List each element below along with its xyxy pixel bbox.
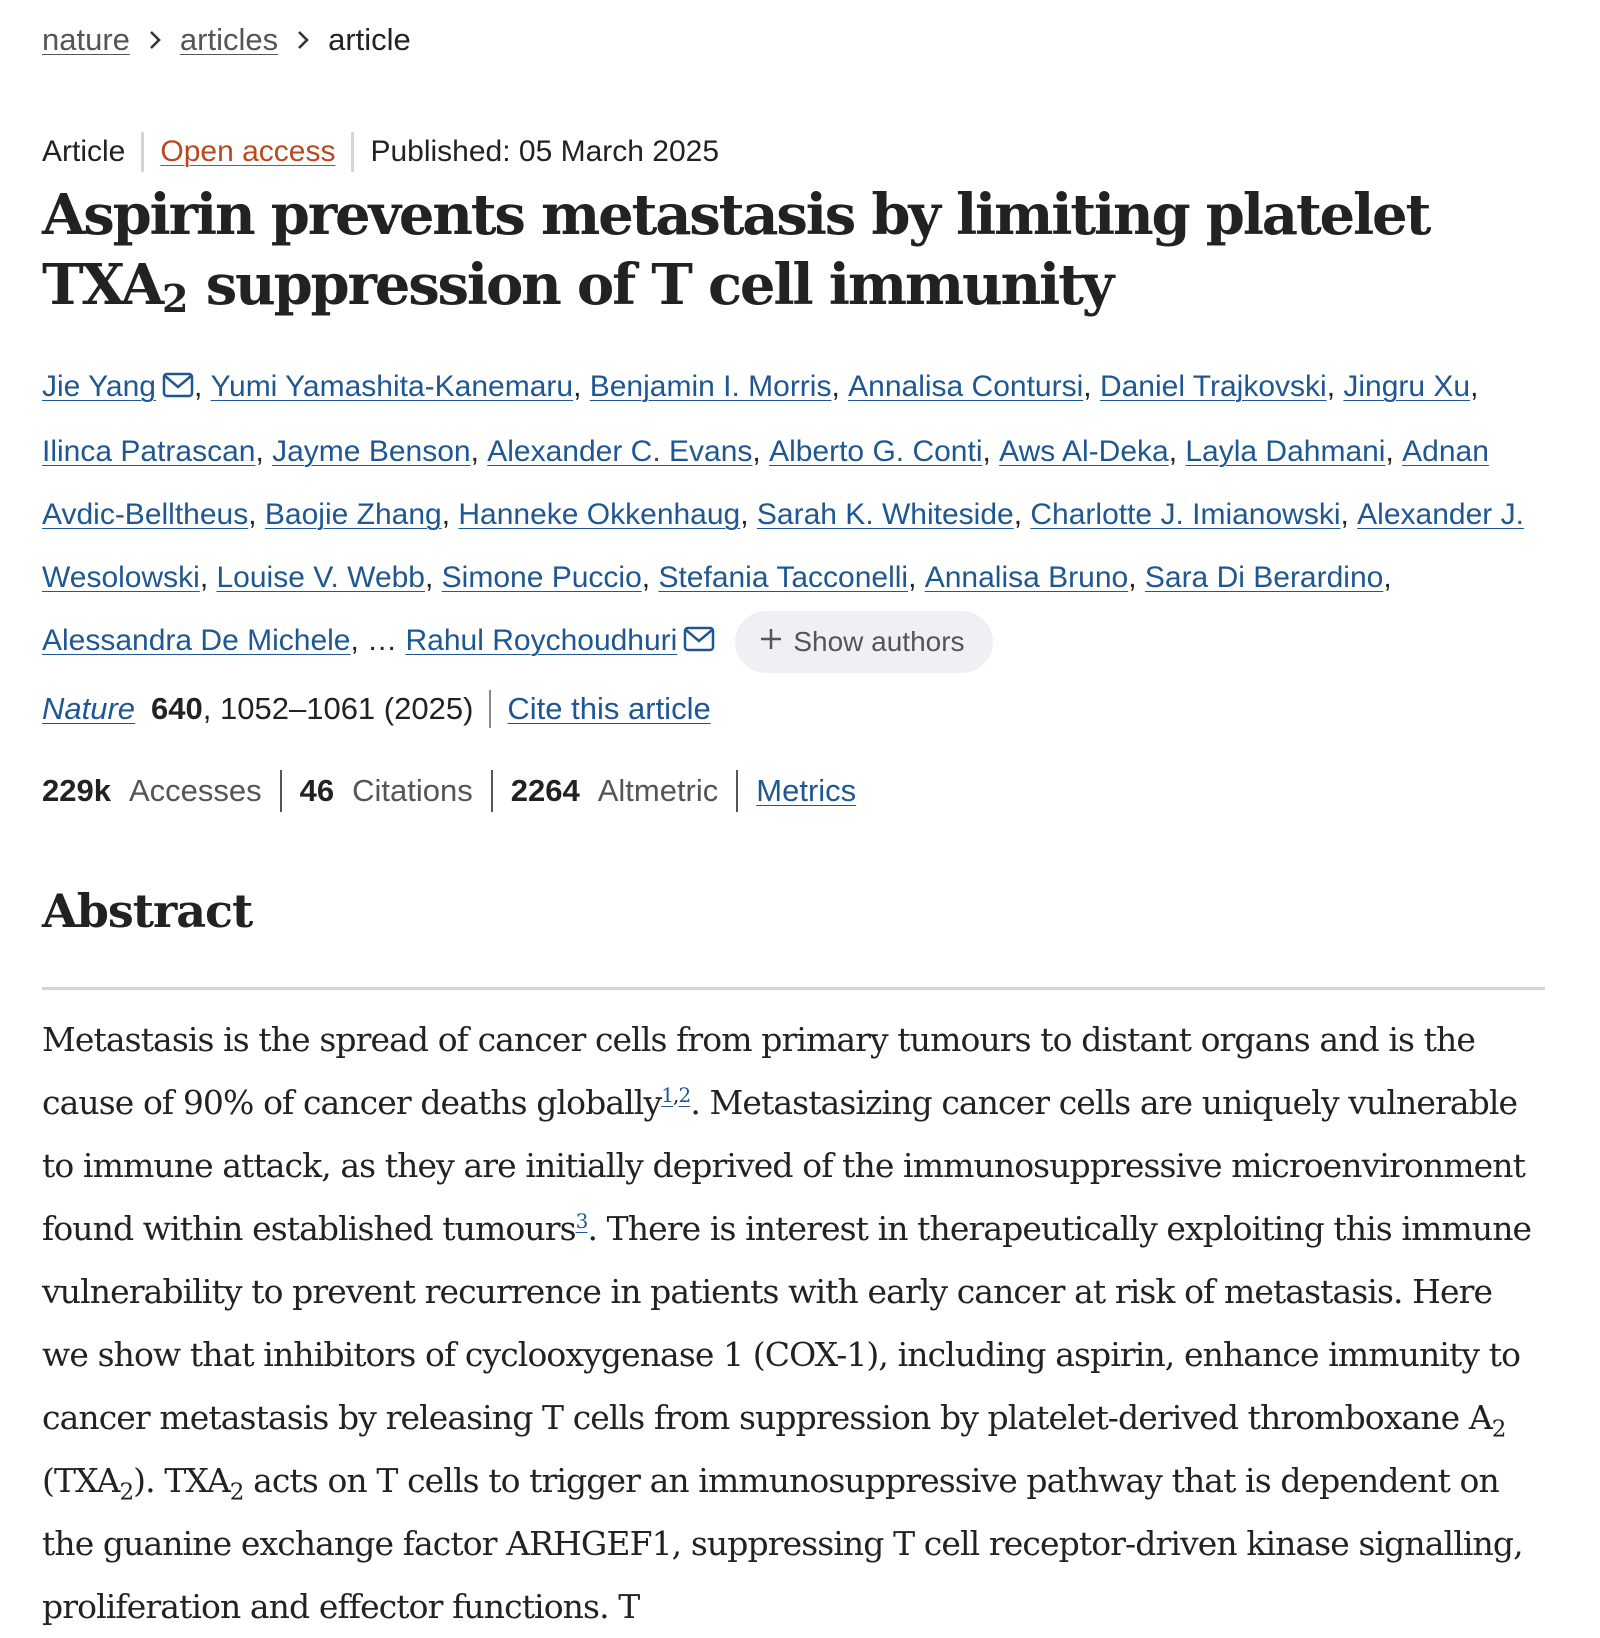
reference-link-2[interactable]: 2 <box>678 1083 691 1107</box>
journal-link[interactable]: Nature <box>42 691 136 726</box>
author-link[interactable]: Yumi Yamashita-Kanemaru <box>210 370 574 403</box>
abstract-text-1: Metastasis is the spread of cancer cells from primary tumours to distant organs and is the cause of 90% of cancer deaths globally <box>42 1020 1475 1122</box>
citations-label: Citations <box>352 773 473 808</box>
abstract-text-5: ). TXA <box>133 1461 230 1500</box>
author-item: Alberto G. Conti, <box>769 435 1000 468</box>
mail-icon[interactable] <box>683 611 715 674</box>
author-link-last[interactable]: Rahul Roychoudhuri <box>405 624 678 657</box>
breadcrumb-link-articles[interactable]: articles <box>179 22 279 57</box>
author-link[interactable]: Alexander J. Wesolowski <box>42 498 1524 594</box>
subscript: 2 <box>119 1479 134 1506</box>
article-meta <box>42 132 719 172</box>
author-item: Louise V. Webb, <box>216 561 442 594</box>
title-text-end: suppression of T cell immunity <box>188 252 1113 318</box>
author-item: Jie Yang , <box>42 370 211 403</box>
author-link[interactable]: Jayme Benson <box>272 435 471 468</box>
author-link[interactable]: Layla Dahmani <box>1185 435 1386 468</box>
reference-group <box>661 1083 690 1107</box>
subscript: 2 <box>229 1479 244 1506</box>
abstract-text <box>42 1008 1547 1638</box>
title-text: Aspirin prevents metastasis by limiting platelet TXA <box>42 182 1430 318</box>
open-access-link[interactable]: Open access <box>160 135 336 168</box>
article-title <box>42 180 1542 320</box>
article-type: Article <box>42 135 126 168</box>
author-item: Simone Puccio, <box>441 561 659 594</box>
author-item: Aws Al-Deka, <box>999 435 1186 468</box>
accesses-label: Accesses <box>128 773 262 808</box>
author-link[interactable]: Daniel Trajkovski <box>1099 370 1327 403</box>
published-date: Published: 05 March 2025 <box>370 135 720 168</box>
author-link[interactable]: Alexander C. Evans <box>487 435 753 468</box>
reference-link-1[interactable]: 1 <box>661 1083 674 1107</box>
altmetric-score: 2264 <box>510 773 580 808</box>
reference-group <box>576 1209 588 1233</box>
author-item: Layla Dahmani, <box>1185 435 1403 468</box>
abstract-text-3: . There is interest in therapeutically exploiting this immune vulnerability to prevent recurrence in patients with early cancer at risk of metastasis. Here we show that inhibitors of cyclooxygenase 1 (COX-1), including aspirin, enhance immunity to cancer metastasis by releasing T cells from suppression by platelet-derived thromboxane A <box>42 1209 1532 1437</box>
abstract-text-6: acts on T cells to trigger an immunosuppressive pathway that is dependent on the guanine exchange factor ARHGEF1, suppressing T cell receptor-driven kinase signalling, proliferation and effector functions. T <box>42 1461 1523 1626</box>
breadcrumb-link-nature[interactable]: nature <box>42 22 130 57</box>
author-item: Sara Di Berardino, <box>1144 561 1392 594</box>
author-link[interactable]: Jingru Xu <box>1343 370 1471 403</box>
journal-volume: 640 <box>151 691 203 726</box>
reference-separator: , <box>673 1083 679 1107</box>
journal-citation <box>42 690 711 728</box>
divider <box>141 132 144 172</box>
abstract-text-4: (TXA <box>42 1461 120 1500</box>
author-item: Alexander J. Wesolowski, <box>42 498 1524 594</box>
author-item: Baojie Zhang, <box>264 498 459 531</box>
author-item: Adnan Avdic-Belltheus, <box>42 435 1489 531</box>
altmetric-label: Altmetric <box>597 773 719 808</box>
author-link[interactable]: Annalisa Contursi <box>848 370 1084 403</box>
divider <box>736 770 738 812</box>
author-item: Benjamin I. Morris, <box>589 370 849 403</box>
author-item: Ilinca Patrascan, <box>42 435 273 468</box>
title-subscript: 2 <box>161 276 189 321</box>
plus-icon <box>759 626 783 658</box>
author-link[interactable]: Baojie Zhang <box>264 498 442 531</box>
author-item: Jingru Xu, <box>1343 370 1479 403</box>
author-link[interactable]: Hanneke Okkenhaug <box>458 498 741 531</box>
abstract-heading: Abstract <box>42 884 253 938</box>
subscript: 2 <box>1491 1416 1506 1443</box>
author-link[interactable]: Adnan Avdic-Belltheus <box>42 435 1489 531</box>
abstract-text-2: . Metastasizing cancer cells are uniquely vulnerable to immune attack, as they are initially deprived of the immunosuppressive microenvironment found within established tumours <box>42 1083 1525 1248</box>
author-link[interactable]: Simone Puccio <box>441 561 642 594</box>
author-list <box>42 355 1542 674</box>
author-link[interactable]: Charlotte J. Imianowski <box>1030 498 1341 531</box>
cite-this-article-link[interactable]: Cite this article <box>507 691 711 726</box>
author-item: Yumi Yamashita-Kanemaru, <box>210 370 590 403</box>
article-metrics <box>42 770 856 812</box>
author-item: Annalisa Contursi, <box>848 370 1100 403</box>
author-item: Hanneke Okkenhaug, <box>458 498 757 531</box>
author-link[interactable]: Ilinca Patrascan <box>42 435 256 468</box>
author-link[interactable]: Sarah K. Whiteside <box>756 498 1014 531</box>
author-item: Charlotte J. Imianowski, <box>1030 498 1358 531</box>
author-link[interactable]: Louise V. Webb <box>216 561 425 594</box>
author-link[interactable]: Benjamin I. Morris <box>589 370 832 403</box>
show-authors-button[interactable] <box>735 611 992 673</box>
mail-icon[interactable] <box>162 357 194 420</box>
divider <box>351 132 354 172</box>
accesses-count: 229k <box>42 773 111 808</box>
author-link[interactable]: Alberto G. Conti <box>769 435 983 468</box>
divider <box>489 690 491 728</box>
author-item: Jayme Benson, <box>272 435 488 468</box>
author-link[interactable]: Sara Di Berardino <box>1144 561 1384 594</box>
author-link[interactable]: Stefania Tacconelli <box>658 561 909 594</box>
divider <box>491 770 493 812</box>
metrics-link[interactable]: Metrics <box>756 773 857 808</box>
breadcrumb <box>42 22 411 58</box>
chevron-right-icon <box>296 30 310 50</box>
author-item: Alexander C. Evans, <box>487 435 770 468</box>
citations-count: 46 <box>299 773 335 808</box>
divider <box>280 770 282 812</box>
abstract-divider <box>42 987 1545 990</box>
author-item: Daniel Trajkovski, <box>1099 370 1344 403</box>
author-link[interactable]: Jie Yang <box>42 370 156 403</box>
reference-link-3[interactable]: 3 <box>575 1209 588 1233</box>
author-item: Alessandra De Michele, <box>42 624 368 657</box>
author-link[interactable]: Aws Al-Deka <box>999 435 1169 468</box>
author-link[interactable]: Alessandra De Michele <box>42 624 351 657</box>
author-item: Stefania Tacconelli, <box>658 561 925 594</box>
author-link[interactable]: Annalisa Bruno <box>924 561 1129 594</box>
show-authors-label: Show authors <box>793 626 965 658</box>
authors-ellipsis: … <box>367 624 398 657</box>
author-item: Sarah K. Whiteside, <box>756 498 1031 531</box>
author-item: Annalisa Bruno, <box>924 561 1145 594</box>
chevron-right-icon <box>148 30 162 50</box>
journal-pages-year: , 1052–1061 (2025) <box>202 691 474 726</box>
breadcrumb-current: article <box>328 22 411 57</box>
